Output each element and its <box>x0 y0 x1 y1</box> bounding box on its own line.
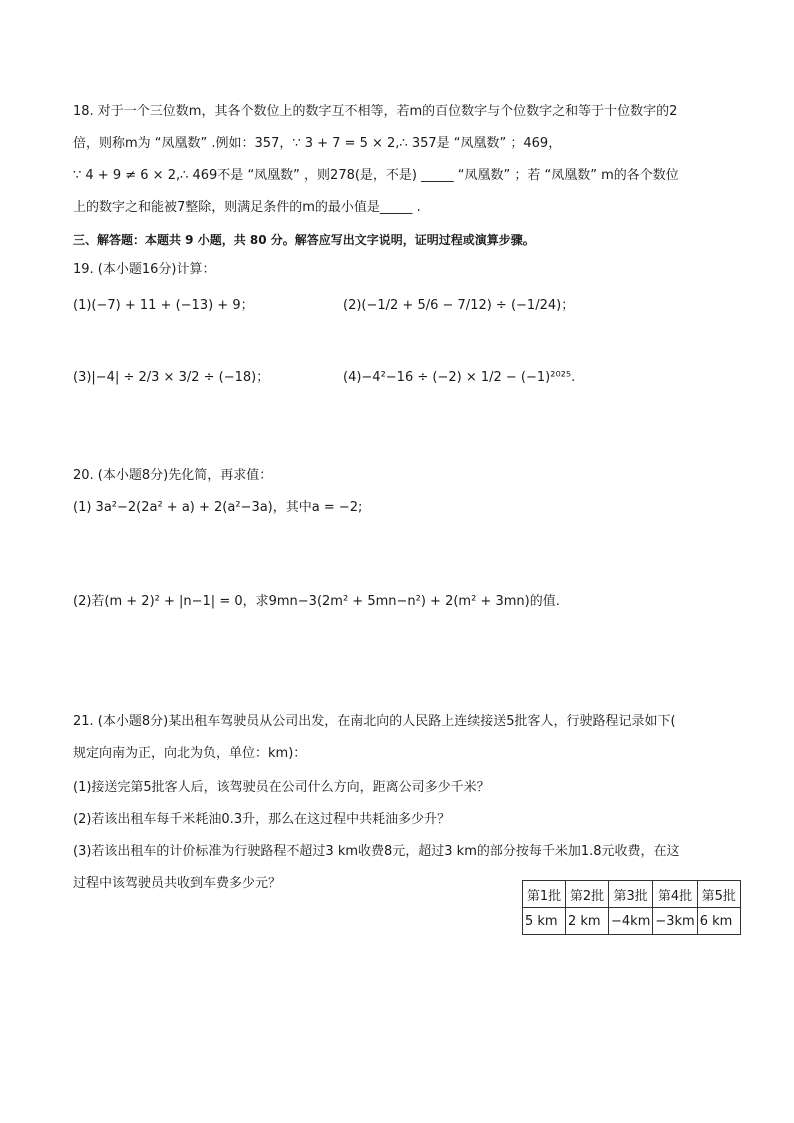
section-heading: 三、解答题：本题共 9 小题，共 80 分。解答应写出文字说明，证明过程或演算步骤。 <box>73 233 535 247</box>
trip-header-cell: 第1批 <box>523 881 566 908</box>
trip-value-cell: −4km <box>609 908 653 935</box>
q21-part1: (1)接送完第5批客人后，该驾驶员在公司什么方向，距离公司多少千米？ <box>73 780 490 795</box>
q21-part3: (3)若该出租车的计价标准为行驶路程不超过3 km收费8元，超过3 km的部分按每千米加1.8元收费，在这 <box>73 844 680 859</box>
q19-part3: (3)|−4| ÷ 2/3 × 3/2 ÷ (−18)； <box>73 370 270 385</box>
trip-value-cell: 6 km <box>697 908 740 935</box>
trip-value-cell: −3km <box>653 908 697 935</box>
trip-table <box>522 880 741 935</box>
trip-table-header-row <box>523 881 741 908</box>
q21-line2: 规定向南为正，向北为负，单位：km)： <box>73 746 307 761</box>
q18-line1: 18. 对于一个三位数m，其各个数位上的数字互不相等，若m的百位数字与个位数字之和等于十位数字的2 <box>73 104 678 119</box>
q20-title: 20. (本小题8分)先化简，再求值： <box>73 468 273 483</box>
q19-part2: (2)(−1/2 + 5/6 − 7/12) ÷ (−1/24)； <box>343 298 575 313</box>
q18-line4: 上的数字之和能被7整除，则满足条件的m的最小值是_____ . <box>73 200 421 215</box>
q20-part2: (2)若(m + 2)² + |n−1| = 0，求9mn−3(2m² + 5mn−n²) + 2(m² + 3mn)的值. <box>73 594 560 609</box>
q18-line2: 倍，则称m为 “凤凰数” .例如：357，∵ 3 + 7 = 5 × 2,∴ 357是 “凤凰数” ；469， <box>73 136 562 151</box>
trip-header-cell: 第5批 <box>697 881 740 908</box>
q21-part3-cont: 过程中该驾驶员共收到车费多少元？ <box>73 876 282 891</box>
q19-part4: (4)−4²−16 ÷ (−2) × 1/2 − (−1)²⁰²⁵. <box>343 370 576 385</box>
trip-header-cell: 第2批 <box>566 881 609 908</box>
trip-table-value-row <box>523 908 741 935</box>
trip-value-cell: 5 km <box>523 908 566 935</box>
trip-header-cell: 第3批 <box>609 881 653 908</box>
q19-part1: (1)(−7) + 11 + (−13) + 9； <box>73 298 254 313</box>
trip-header-cell: 第4批 <box>653 881 697 908</box>
trip-value-cell: 2 km <box>566 908 609 935</box>
q19-title: 19. (本小题16分)计算： <box>73 262 216 277</box>
q21-part2: (2)若该出租车每千米耗油0.3升，那么在这过程中共耗油多少升？ <box>73 812 451 827</box>
q18-line3: ∵ 4 + 9 ≠ 6 × 2,∴ 469不是 “凤凰数” ，则278(是，不是) _____ “凤凰数” ；若 “凤凰数” m的各个数位 <box>73 168 679 183</box>
q20-part1: (1) 3a²−2(2a² + a) + 2(a²−3a)，其中a = −2; <box>73 500 363 515</box>
q21-title: 21. (本小题8分)某出租车驾驶员从公司出发，在南北向的人民路上连续接送5批客人，行驶路程记录如下( <box>73 714 676 729</box>
